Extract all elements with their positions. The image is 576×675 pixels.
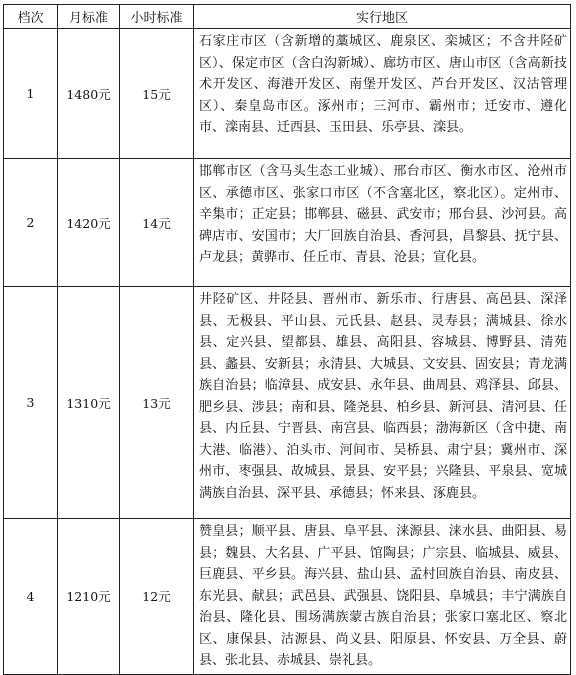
regions-cell: 石家庄市区（含新增的藁城区、鹿泉区、栾城区；不含井陉矿区）、保定市区（含白沟新城）、廊坊市区、唐山市区（含高新技术开发区、海港开发区、南堡开发区、芦台开发区、汉沽管理区）、秦皇岛市区。涿州市；三河市、霸州市；迁安市、遵化市、滦南县、迁西县、玉田县、乐亭县、滦县。 [194, 29, 571, 159]
hourly-cell: 14元 [120, 159, 194, 287]
table-row [4, 159, 571, 287]
monthly-cell: 1420元 [58, 159, 120, 287]
header-hourly: 小时标准 [120, 5, 194, 29]
table-row [4, 519, 571, 675]
regions-cell: 邯郸市区（含马头生态工业城）、邢台市区、衡水市区、沧州市区、承德市区、张家口市区（不含塞北区，察北区）。定州市、辛集市；正定县；邯郸县、磁县、武安市；邢台县、沙河县。高碑店市、安国市；大厂回族自治县、香河县，昌黎县、抚宁县、卢龙县；黄骅市、任丘市、青县、沧县；宣化县。 [194, 159, 571, 287]
minimum-wage-table [3, 4, 571, 675]
tier-cell: 3 [4, 287, 58, 519]
monthly-cell: 1310元 [58, 287, 120, 519]
tier-cell: 1 [4, 29, 58, 159]
hourly-cell: 12元 [120, 519, 194, 675]
table-row [4, 287, 571, 519]
monthly-cell: 1210元 [58, 519, 120, 675]
regions-cell: 赞皇县；顺平县、唐县、阜平县、涞源县、涞水县、曲阳县、易县；魏县、大名县、广平县、馆陶县；广宗县、临城县、威县、巨鹿县、平乡县。海兴县、盐山县、孟村回族自治县、南皮县、东光县、献县；武邑县、武强县、饶阳县、阜城县；丰宁满族自治县、隆化县、围场满族蒙古族自治县；张家口塞北区、察北区、康保县、沽源县、尚义县、阳原县、怀安县、万全县、蔚县、张北县、赤城县、崇礼县。 [194, 519, 571, 675]
tier-cell: 2 [4, 159, 58, 287]
header-regions: 实行地区 [194, 5, 571, 29]
regions-cell: 井陉矿区、井陉县、晋州市、新乐市、行唐县、高邑县、深泽县、无极县、平山县、元氏县、赵县、灵寿县；满城县、徐水县、定兴县、望都县、雄县、高阳县、容城县、博野县、清苑县、蠡县、安新县；永清县、大城县、文安县、固安县；青龙满族自治县；临漳县、成安县、永年县、曲周县、鸡泽县、邱县、肥乡县、涉县；南和县、隆尧县、柏乡县、新河县、清河县、任县、内丘县、宁晋县、南宫县、临西县；渤海新区（含中捷、南大港、临港）、泊头市、河间市、吴桥县、肃宁县；冀州市、深州市、枣强县、故城县、景县、安平县；兴隆县、平泉县、宽城满族自治县、深平县、承德县；怀来县、涿鹿县。 [194, 287, 571, 519]
table-header-row [4, 5, 571, 29]
header-monthly: 月标准 [58, 5, 120, 29]
tier-cell: 4 [4, 519, 58, 675]
table-row [4, 29, 571, 159]
hourly-cell: 13元 [120, 287, 194, 519]
monthly-cell: 1480元 [58, 29, 120, 159]
header-tier: 档次 [4, 5, 58, 29]
hourly-cell: 15元 [120, 29, 194, 159]
